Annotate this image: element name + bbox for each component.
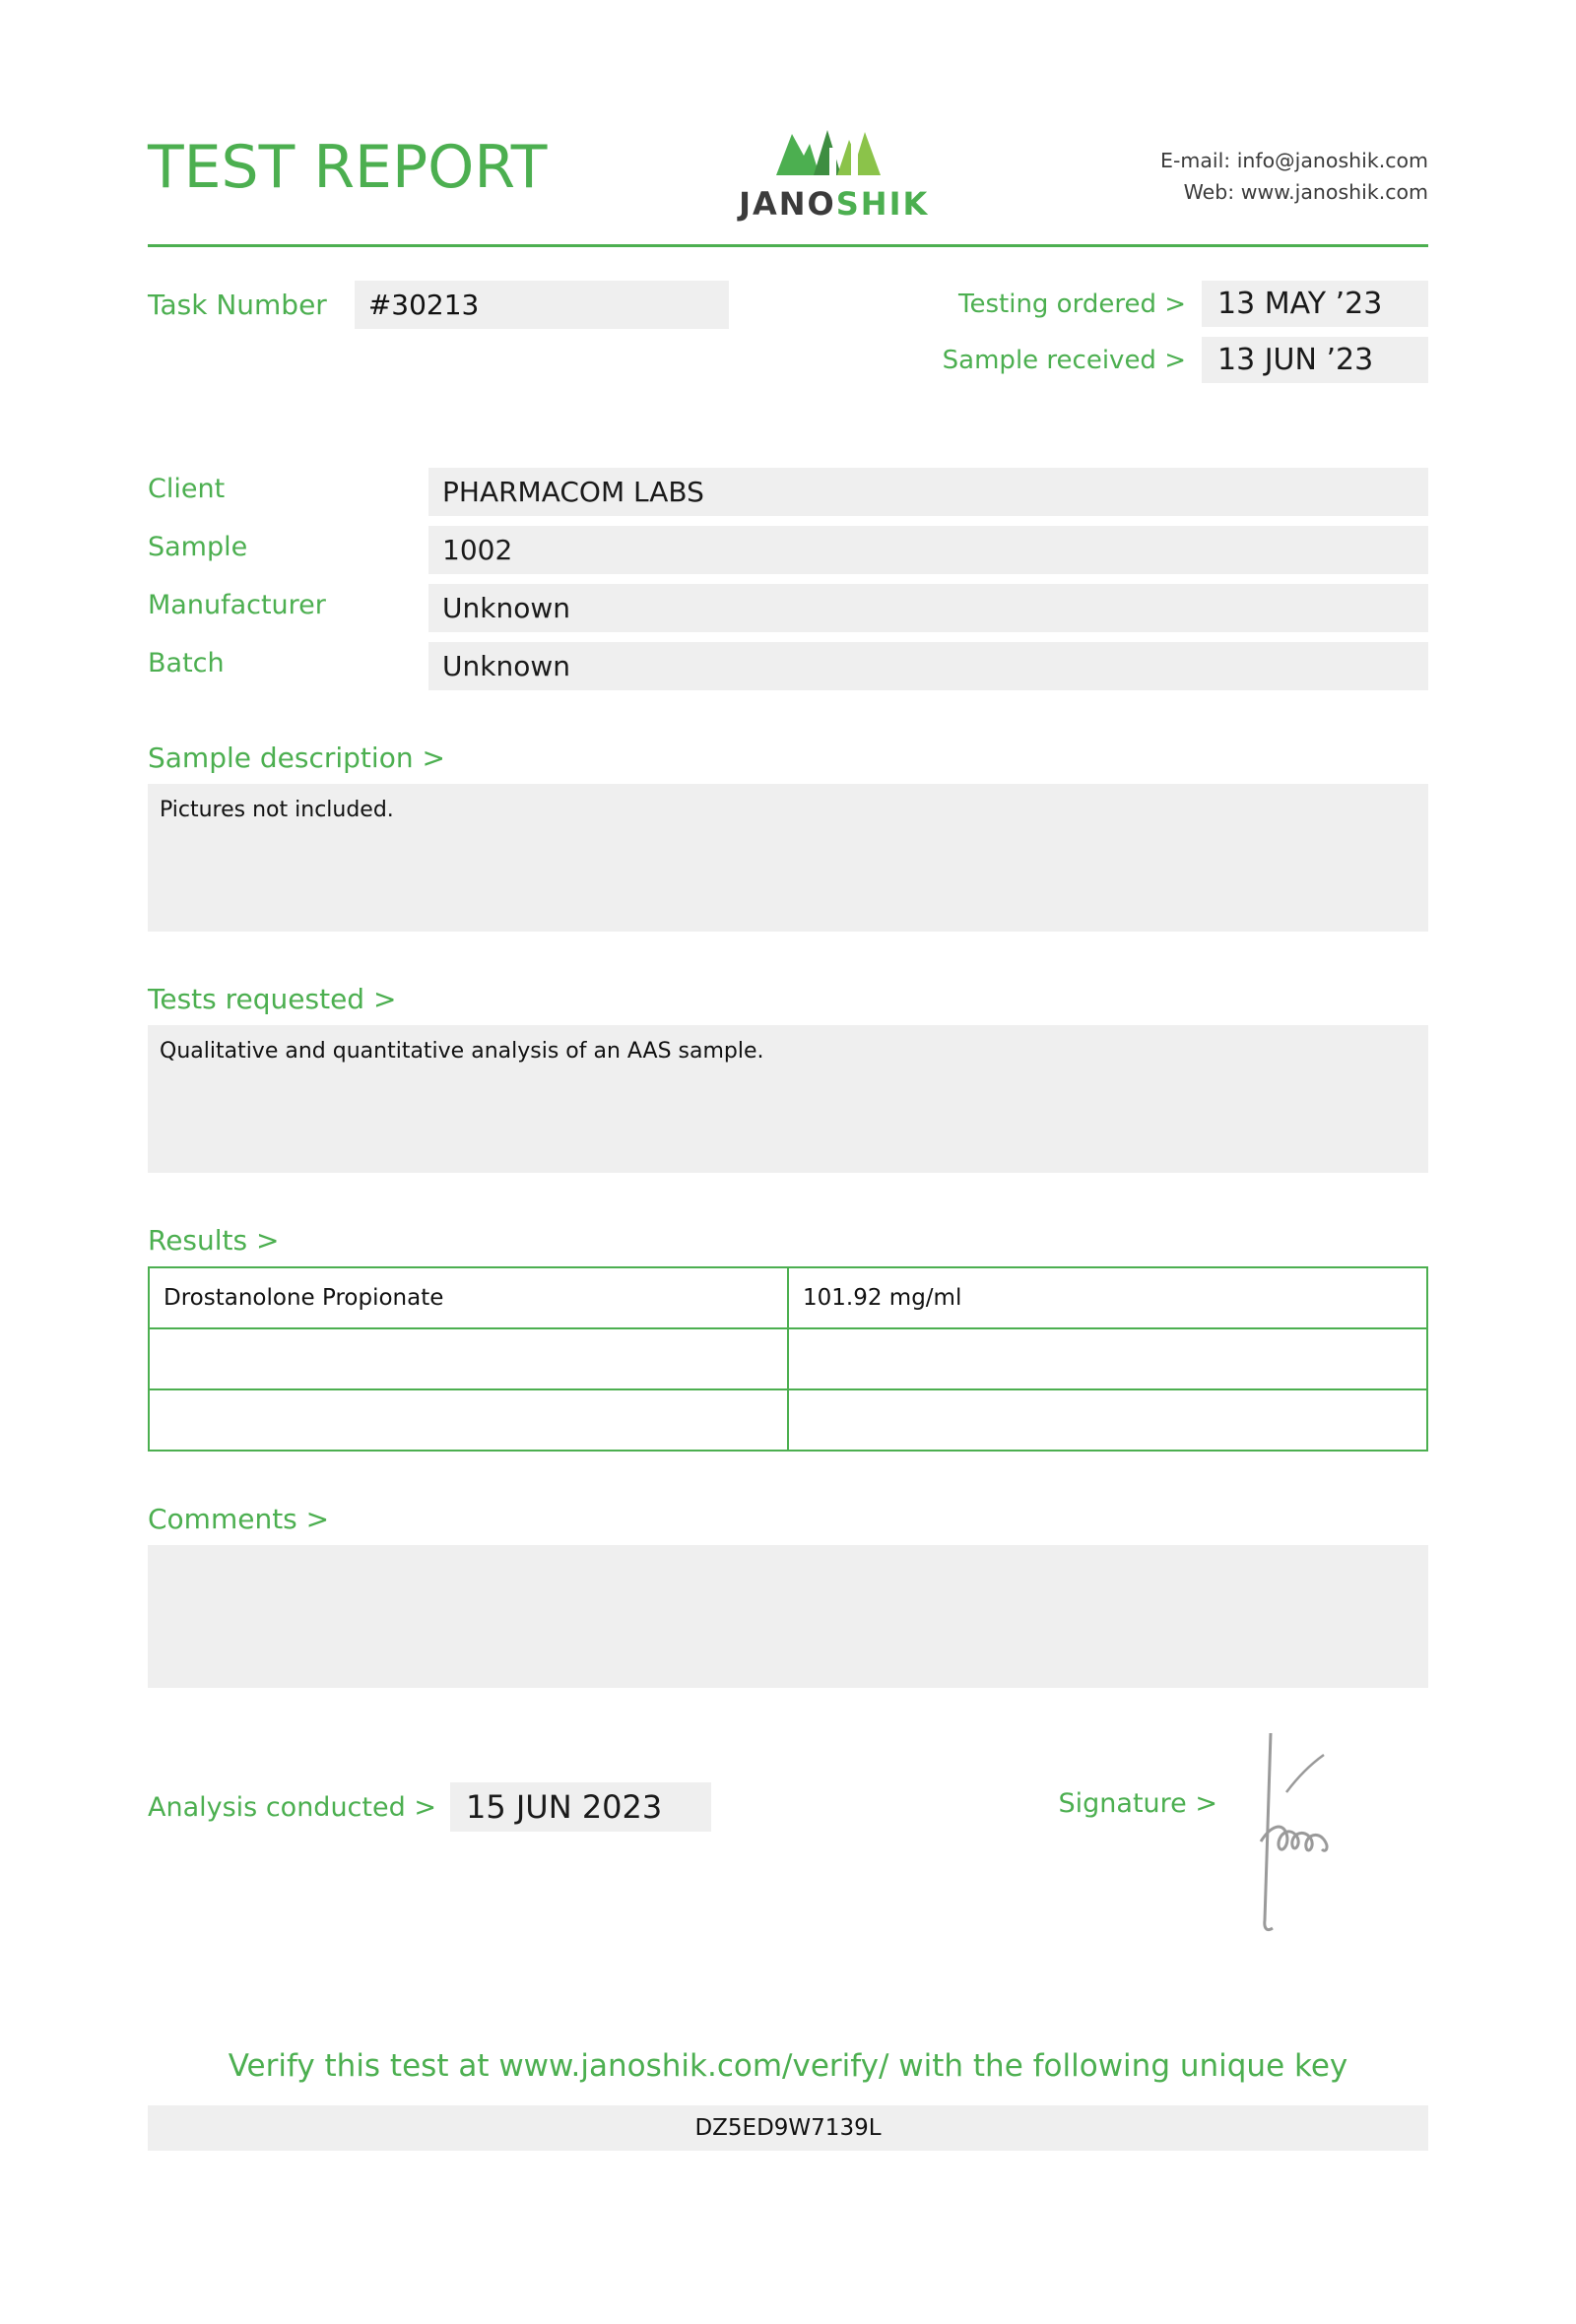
comments-box: [148, 1545, 1428, 1688]
task-and-dates-row: [148, 281, 1428, 383]
table-row: [149, 1267, 1427, 1328]
result-name: [149, 1328, 788, 1389]
task-number-value: #30213: [355, 281, 729, 329]
logo-word-green: SHIK: [835, 185, 930, 223]
results-table: [148, 1266, 1428, 1452]
info-row-batch: [148, 642, 1428, 690]
comments-title: Comments >: [148, 1503, 330, 1535]
info-label-batch: Batch: [148, 648, 225, 678]
info-value-client: PHARMACOM LABS: [428, 468, 1428, 516]
info-value-manufacturer: Unknown: [428, 584, 1428, 632]
dates-group: [943, 281, 1428, 383]
info-row-manufacturer: [148, 584, 1428, 632]
report-footer: [148, 1782, 1428, 1940]
sample-received-label: Sample received >: [942, 345, 1186, 375]
contact-web: Web: www.janoshik.com: [1183, 179, 1428, 204]
tests-requested-title: Tests requested >: [148, 983, 397, 1015]
header-divider: [148, 244, 1428, 247]
info-label-sample: Sample: [148, 532, 248, 562]
contact-email: E-mail: info@janoshik.com: [1160, 149, 1428, 172]
result-value: 101.92 mg/ml: [788, 1267, 1427, 1328]
analysis-conducted-group: [148, 1782, 711, 1832]
testing-ordered-value: 13 MAY ’23: [1202, 281, 1428, 327]
verification-key: DZ5ED9W7139L: [148, 2105, 1428, 2151]
signature-label: Signature >: [1058, 1788, 1217, 1819]
info-label-client: Client: [148, 474, 226, 504]
logo-wordmark: [739, 185, 929, 223]
signature-group: [1059, 1782, 1349, 1940]
info-label-manufacturer: Manufacturer: [148, 590, 326, 620]
info-row-client: [148, 468, 1428, 516]
task-number-group: [148, 281, 729, 329]
signature-icon: [1241, 1723, 1349, 1940]
sample-received-row: [943, 337, 1428, 383]
sample-info-table: [148, 468, 1428, 690]
verify-instructions: Verify this test at www.janoshik.com/verify/ with the following unique key: [228, 2048, 1348, 2084]
logo-word-dark: JANO: [739, 185, 836, 223]
table-row: [149, 1389, 1427, 1451]
mountain-logo-icon: [770, 118, 898, 179]
report-header: [148, 0, 1428, 223]
analysis-conducted-label: Analysis conducted >: [148, 1791, 436, 1823]
sample-received-value: 13 JUN ’23: [1202, 337, 1428, 383]
tests-requested-box: Qualitative and quantitative analysis of an AAS sample.: [148, 1025, 1428, 1173]
result-value: [788, 1389, 1427, 1451]
results-title: Results >: [148, 1224, 280, 1257]
task-number-label: Task Number: [148, 289, 327, 321]
table-row: [149, 1328, 1427, 1389]
testing-ordered-row: [958, 281, 1428, 327]
result-value: [788, 1328, 1427, 1389]
sample-description-box: Pictures not included.: [148, 784, 1428, 932]
page-title: TEST REPORT: [148, 133, 548, 202]
info-value-batch: Unknown: [428, 642, 1428, 690]
testing-ordered-label: Testing ordered >: [958, 289, 1186, 319]
janoshik-logo: [739, 118, 929, 223]
sample-description-title: Sample description >: [148, 742, 445, 774]
contact-block: [1160, 146, 1428, 209]
info-value-sample: 1002: [428, 526, 1428, 574]
analysis-conducted-date: 15 JUN 2023: [450, 1782, 711, 1832]
info-row-sample: [148, 526, 1428, 574]
result-name: Drostanolone Propionate: [149, 1267, 788, 1328]
result-name: [149, 1389, 788, 1451]
